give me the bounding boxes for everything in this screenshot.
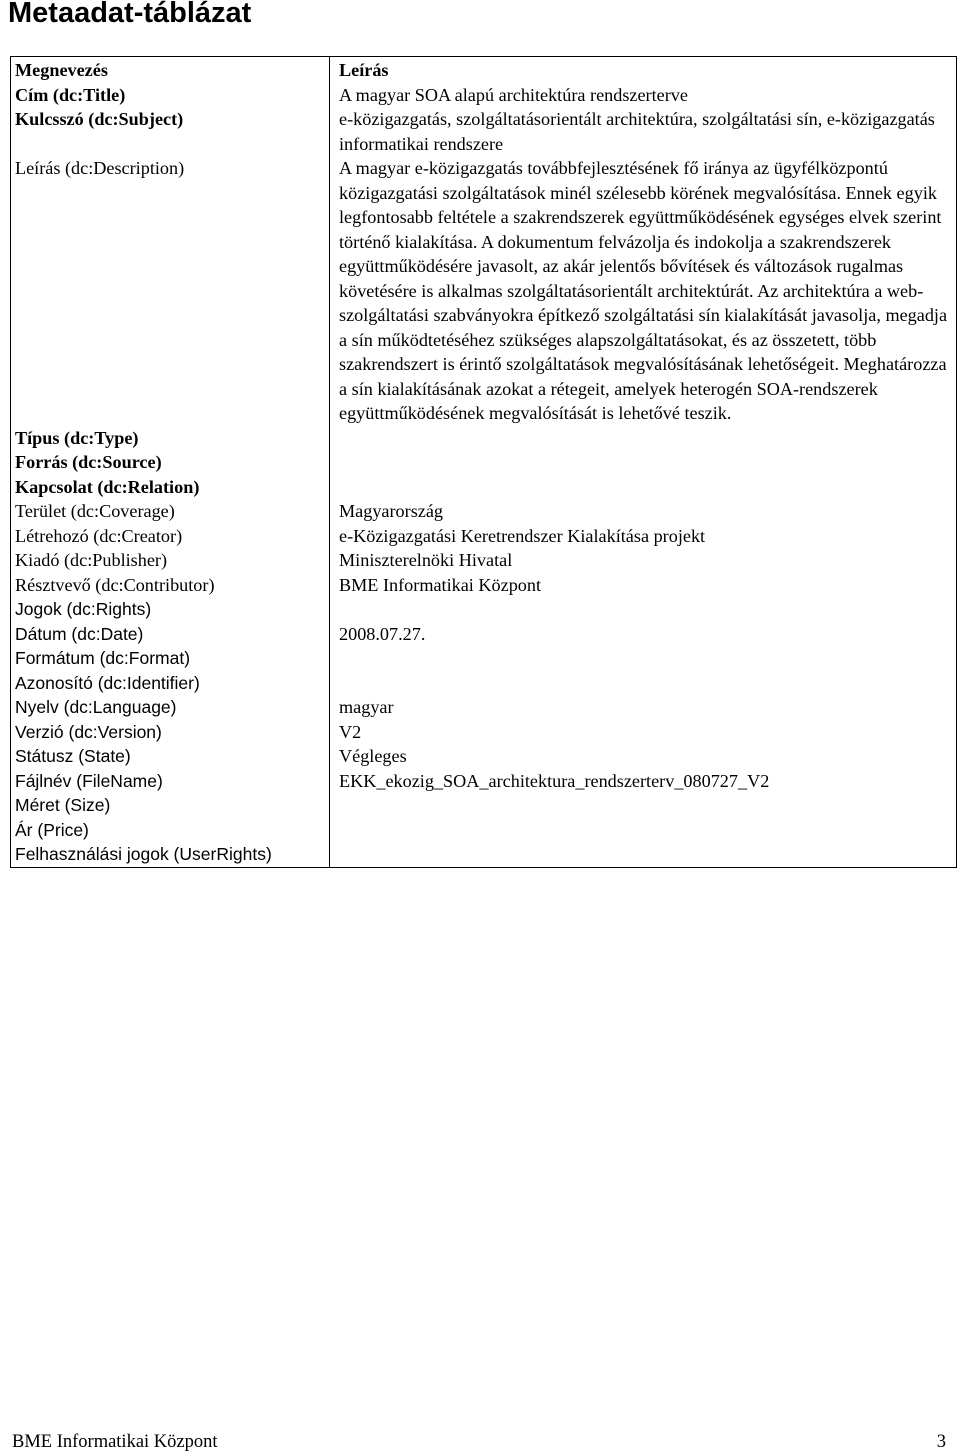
row-value: V2: [339, 721, 362, 742]
row-key: Nyelv (dc:Language): [11, 695, 330, 720]
row-value: A magyar SOA alapú architektúra rendszerterve: [339, 84, 688, 105]
row-key: Kapcsolat (dc:Relation): [11, 475, 330, 500]
table-row: [11, 720, 957, 745]
row-value: magyar: [339, 697, 394, 717]
row-value: [330, 818, 957, 843]
page-title: Metaadat-táblázat: [8, 0, 252, 29]
table-row: [11, 646, 957, 671]
table-row: [11, 83, 957, 108]
row-key: Típus (dc:Type): [11, 426, 330, 451]
row-value: [330, 597, 957, 622]
table-row: [11, 818, 957, 843]
row-key: Ár (Price): [11, 818, 330, 843]
row-key: Létrehozó (dc:Creator): [11, 524, 330, 549]
row-key: Cím (dc:Title): [11, 83, 330, 108]
row-key: Azonosító (dc:Identifier): [11, 671, 330, 696]
row-key: Felhasználási jogok (UserRights): [11, 842, 330, 867]
metadata-table: [10, 56, 957, 868]
column-header-description: Leírás: [339, 60, 389, 80]
row-key: Státusz (State): [11, 744, 330, 769]
table-row: [11, 622, 957, 647]
row-value: [330, 793, 957, 818]
row-key: Verzió (dc:Version): [11, 720, 330, 745]
table-row: [11, 597, 957, 622]
table-row: [11, 573, 957, 598]
row-value: e-közigazgatás, szolgáltatásorientált architektúra, szolgáltatási sín, e-közigazgatás informatikai rendszere: [339, 109, 935, 154]
row-key: Kiadó (dc:Publisher): [11, 548, 330, 573]
row-key: Dátum (dc:Date): [11, 622, 330, 647]
row-key: Jogok (dc:Rights): [11, 597, 330, 622]
footer-organization: BME Informatikai Központ: [12, 1432, 218, 1452]
row-value: [330, 475, 957, 500]
row-key: Fájlnév (FileName): [11, 769, 330, 794]
table-row: [11, 156, 957, 426]
table-row: [11, 524, 957, 549]
table-row: [11, 450, 957, 475]
table-header-row: [11, 57, 957, 83]
row-key: Leírás (dc:Description): [11, 156, 330, 426]
row-value: BME Informatikai Központ: [339, 574, 542, 595]
row-value: [330, 671, 957, 696]
row-key: Terület (dc:Coverage): [11, 499, 330, 524]
row-value: e-Közigazgatási Keretrendszer Kialakítása projekt: [339, 525, 706, 546]
row-value: Végleges: [339, 746, 407, 766]
table-row: [11, 793, 957, 818]
row-value: Magyarország: [339, 501, 444, 521]
row-value: [330, 646, 957, 671]
row-value: A magyar e-közigazgatás továbbfejlesztésének fő iránya az ügyfélközpontú közigazgatási szolgáltatások minél szélesebb körének megvalósítása. Ennek egyik legfontosabb feltétele a szakrendszerek együttműködésének egységes elvek szerint történő kialakítása. A dokumentum felvázolja és indokolja a szakrendszerek együttműködésére javasolt, az akár jelentős bővítések és változások rugalmas követésére is alkalmas szolgáltatásorientált architektúrát. Az architektúra a web-szolgáltatási szabványokra építkező szolgáltatási sín kialakítását javasolja, megadja a sín működtetéséhez szükséges alapszolgáltatásokat, és az összetett, több szakrendszert is érintő szolgáltatások megvalósításának lehetőségeit. Meghatározza a sín kialakításának azokat a rétegeit, amelyek heterogén SOA-rendszerek együttműködésének megvalósítását is lehetővé teszik.: [339, 158, 948, 423]
row-value: 2008.07.27.: [339, 623, 426, 644]
row-value: EKK_ekozig_SOA_architektura_rendszerterv_080727_V2: [339, 770, 770, 791]
row-key: Résztvevő (dc:Contributor): [11, 573, 330, 598]
table-row: [11, 671, 957, 696]
row-key: Formátum (dc:Format): [11, 646, 330, 671]
table-row: [11, 842, 957, 867]
row-key: Forrás (dc:Source): [11, 450, 330, 475]
row-value: [330, 426, 957, 451]
table-row: [11, 744, 957, 769]
table-row: [11, 426, 957, 451]
page-number: 3: [936, 1432, 946, 1452]
row-value: [330, 842, 957, 867]
table-row: [11, 769, 957, 794]
row-value: Miniszterelnöki Hivatal: [339, 550, 513, 570]
table-row: [11, 107, 957, 156]
page-footer: [12, 1430, 946, 1454]
row-value: [330, 450, 957, 475]
row-key: Méret (Size): [11, 793, 330, 818]
table-row: [11, 548, 957, 573]
row-key: Kulcsszó (dc:Subject): [11, 107, 330, 156]
table-row: [11, 475, 957, 500]
column-header-name: Megnevezés: [11, 57, 330, 83]
table-row: [11, 499, 957, 524]
table-row: [11, 695, 957, 720]
